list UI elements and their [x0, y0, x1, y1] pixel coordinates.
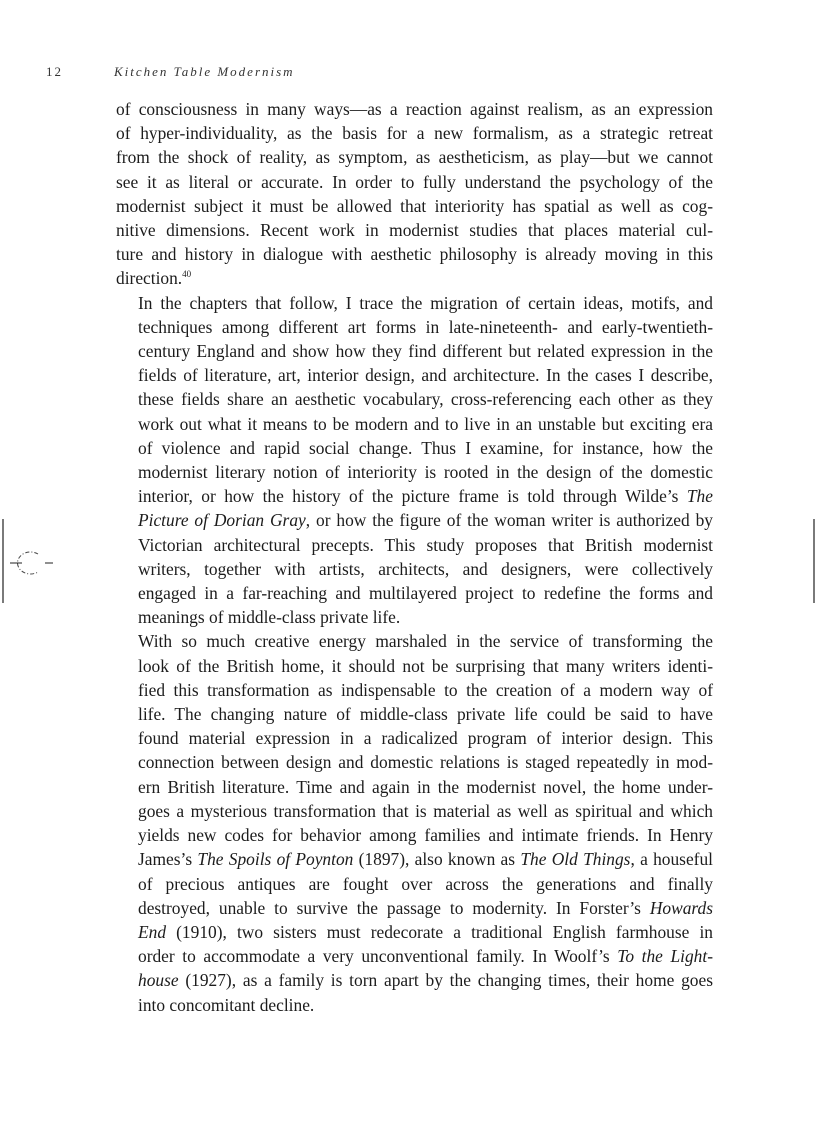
paragraph-1 — [116, 97, 713, 291]
text-line: End (1910), two sisters must redecorate a traditional English farmhouse in — [138, 921, 713, 942]
footnote-ref[interactable]: 40 — [182, 269, 192, 280]
text-line: house (1927), as a family is torn apart by the changing times, their home goes — [138, 970, 713, 991]
crop-mark-right — [812, 519, 816, 603]
text-line: nitive dimensions. Recent work in modernist studies that places material cul- — [116, 220, 713, 241]
text-line: fields of literature, art, interior design, and architecture. In the cases I describe, — [138, 365, 713, 386]
text-line: life. The changing nature of middle-class private life could be said to have — [138, 704, 713, 725]
text-line: engaged in a far-reaching and multilayered project to redefine the forms and — [138, 583, 713, 604]
book-title: The Spoils of Poynton — [197, 849, 354, 870]
text-line: interior, or how the history of the picture frame is told through Wilde’s The — [138, 486, 713, 507]
text-line: writers, together with artists, architects, and designers, were collectively — [138, 558, 713, 579]
text-line: modernist literary notion of interiority is rooted in the design of the domestic — [138, 462, 713, 483]
text-line: into concomitant decline. — [138, 994, 315, 1015]
running-title: Kitchen Table Modernism — [114, 64, 295, 79]
book-title: house — [138, 970, 179, 991]
text-line: Picture of Dorian Gray, or how the figure of the woman writer is authorized by — [138, 510, 713, 531]
text-line: of hyper-individuality, as the basis for a new formalism, as a strategic retreat — [116, 123, 713, 144]
text-line: of precious antiques are fought over across the generations and finally — [138, 873, 713, 894]
text-line: Victorian architectural precepts. This study proposes that British modernist — [138, 534, 713, 555]
text-line: connection between design and domestic relations is staged repeatedly in mod- — [138, 752, 713, 773]
book-title: Picture of Dorian Gray — [138, 510, 306, 531]
text-line: from the shock of reality, as symptom, as aestheticism, as play—but we cannot — [116, 147, 713, 168]
running-head — [46, 64, 295, 80]
text-line: meanings of middle-class private life. — [138, 607, 401, 628]
paragraph-2 — [116, 291, 713, 630]
text-line: yields new codes for behavior among families and intimate friends. In Henry — [138, 825, 713, 846]
text-line: direction.$^{40}$ — [116, 268, 192, 289]
text-line: ern British literature. Time and again in the modernist novel, the home under- — [138, 776, 713, 797]
text-line: of consciousness in many ways—as a reaction against realism, as an expression — [116, 99, 713, 119]
text-line: James’s The Spoils of Poynton (1897), also known as The Old Things, a houseful — [138, 849, 713, 870]
text-line: goes a mysterious transformation that is material as well as spiritual and which — [138, 800, 713, 821]
page-number: 12 — [46, 64, 63, 79]
paragraph-3 — [116, 629, 713, 1016]
text-line: In the chapters that follow, I trace the migration of certain ideas, motifs, and — [138, 292, 713, 313]
text-line: see it as literal or accurate. In order to fully understand the psychology of the — [116, 171, 713, 192]
text-line: techniques among different art forms in late-nineteenth- and early-twentieth- — [138, 316, 713, 337]
text-line: modernist subject it must be allowed that interiority has spatial as well as cog- — [116, 195, 713, 216]
book-title: The — [686, 486, 713, 507]
text-line: ture and history in dialogue with aesthetic philosophy is already moving in this — [116, 244, 713, 265]
text-line: work out what it means to be modern and to live in an unstable but exciting era — [138, 413, 713, 434]
text-line: century England and show how they find different but related expression in the — [138, 341, 713, 362]
text-line: these fields share an aesthetic vocabulary, cross-referencing each other as they — [138, 389, 713, 410]
text-line: of violence and rapid social change. Thus I examine, for instance, how the — [138, 437, 713, 458]
text-line: found material expression in a radicalized program of interior design. This — [138, 728, 713, 749]
text-line: order to accommodate a very unconventional family. In Woolf’s To the Light- — [138, 946, 713, 967]
text-line: fied this transformation as indispensable to the creation of a modern way of — [138, 679, 713, 700]
text-line: look of the British home, it should not be surprising that many writers identi- — [138, 655, 713, 676]
book-title: To the Light- — [617, 946, 713, 967]
text-line: destroyed, unable to survive the passage to modernity. In Forster’s Howards — [138, 897, 713, 918]
book-title: Howards — [649, 897, 713, 918]
book-title: The Old Things — [520, 849, 631, 870]
book-title: End — [138, 921, 167, 942]
body-text — [116, 97, 713, 1017]
registration-mark — [0, 519, 56, 603]
text-line: With so much creative energy marshaled in the service of transforming the — [138, 631, 713, 652]
